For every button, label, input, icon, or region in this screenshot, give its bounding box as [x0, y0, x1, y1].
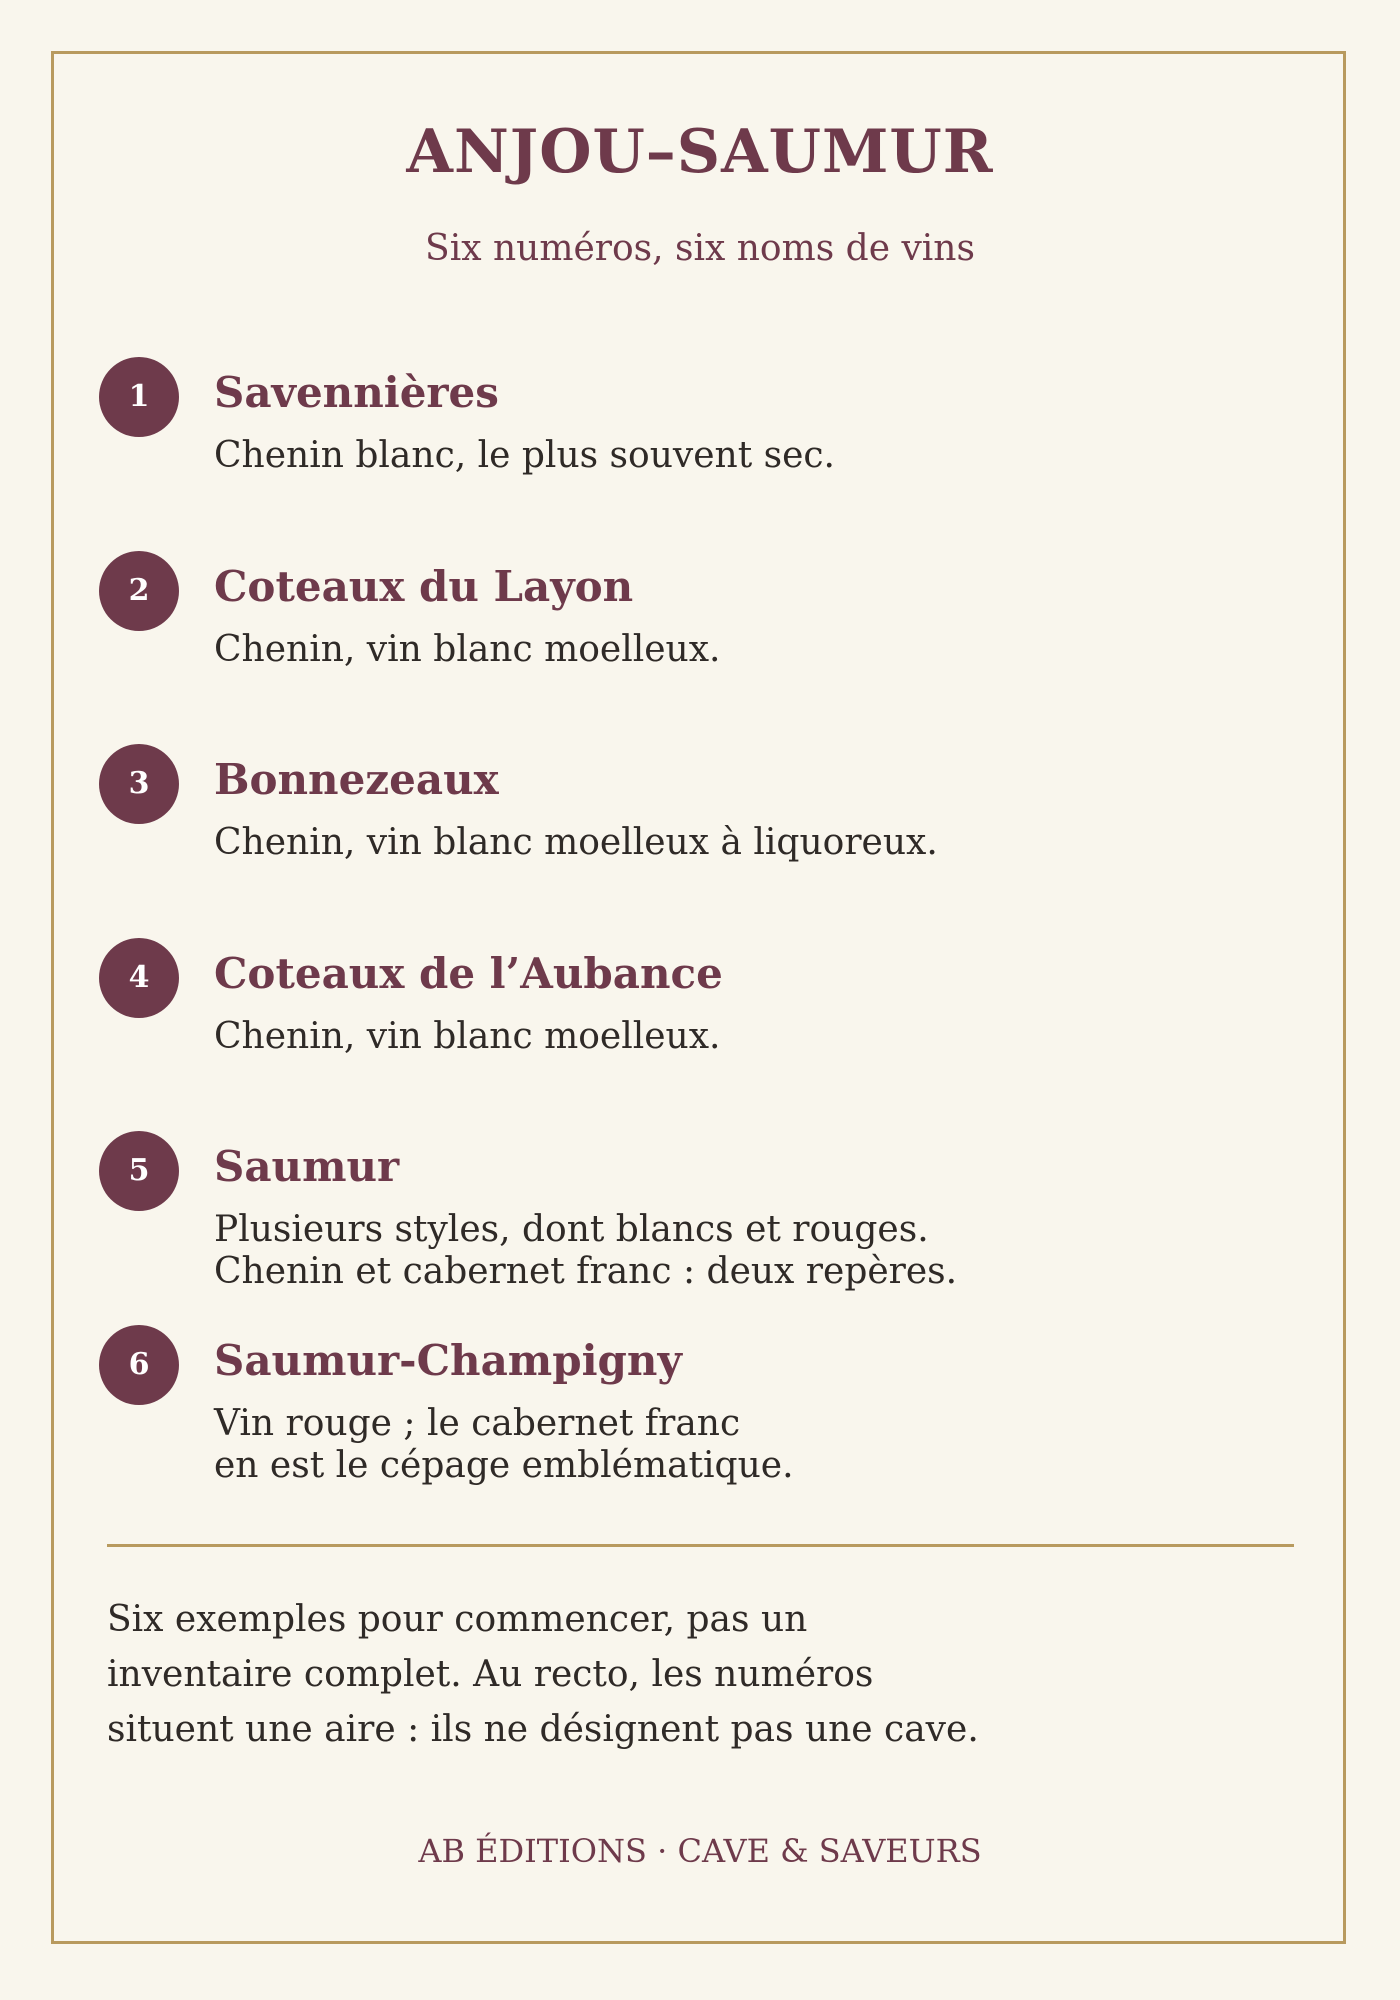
wine-name: Bonnezeaux: [214, 755, 499, 804]
wine-description: [214, 435, 835, 477]
wine-name: Saumur-Champigny: [214, 1336, 682, 1385]
number-badge: 4: [99, 938, 179, 1018]
wine-name: Savennières: [214, 368, 499, 417]
page-subtitle: Six numéros, six noms de vins: [425, 228, 975, 269]
description-line: Chenin, vin blanc moelleux à liquoreux.: [214, 822, 938, 863]
description-line: Chenin blanc, le plus souvent sec.: [214, 435, 835, 476]
wine-description: [214, 1016, 720, 1058]
description-line: Plusieurs styles, dont blancs et rouges.: [214, 1209, 929, 1250]
wine-name: Coteaux de l’Aubance: [214, 949, 723, 998]
note-line: situent une aire : ils ne désignent pas une cave.: [107, 1709, 979, 1750]
divider: [107, 1544, 1294, 1547]
description-line: Chenin, vin blanc moelleux.: [214, 629, 721, 670]
description-line: Chenin, vin blanc moelleux.: [214, 1016, 721, 1057]
wine-name: Saumur: [214, 1142, 400, 1191]
page-title: ANJOU–SAUMUR: [406, 117, 994, 187]
note-line: inventaire complet. Au recto, les numéros: [107, 1654, 874, 1695]
wine-description: [214, 629, 720, 671]
number-badge: 1: [99, 357, 179, 437]
number-badge: 6: [99, 1325, 179, 1405]
publisher-footer: AB ÉDITIONS · CAVE & SAVEURS: [418, 1832, 982, 1870]
number-badge: 3: [99, 744, 179, 824]
closing-note: [107, 1592, 1257, 1757]
description-line: Chenin et cabernet franc : deux repères.: [214, 1251, 958, 1292]
number-badge: 5: [99, 1131, 179, 1211]
wine-description: [214, 822, 938, 864]
note-line: Six exemples pour commencer, pas un: [107, 1599, 808, 1640]
number-badge: 2: [99, 551, 179, 631]
description-line: en est le cépage emblématique.: [214, 1445, 794, 1486]
wine-description: [214, 1209, 957, 1293]
description-line: Vin rouge ; le cabernet franc: [214, 1403, 741, 1444]
wine-name: Coteaux du Layon: [214, 562, 634, 611]
wine-description: [214, 1403, 794, 1487]
